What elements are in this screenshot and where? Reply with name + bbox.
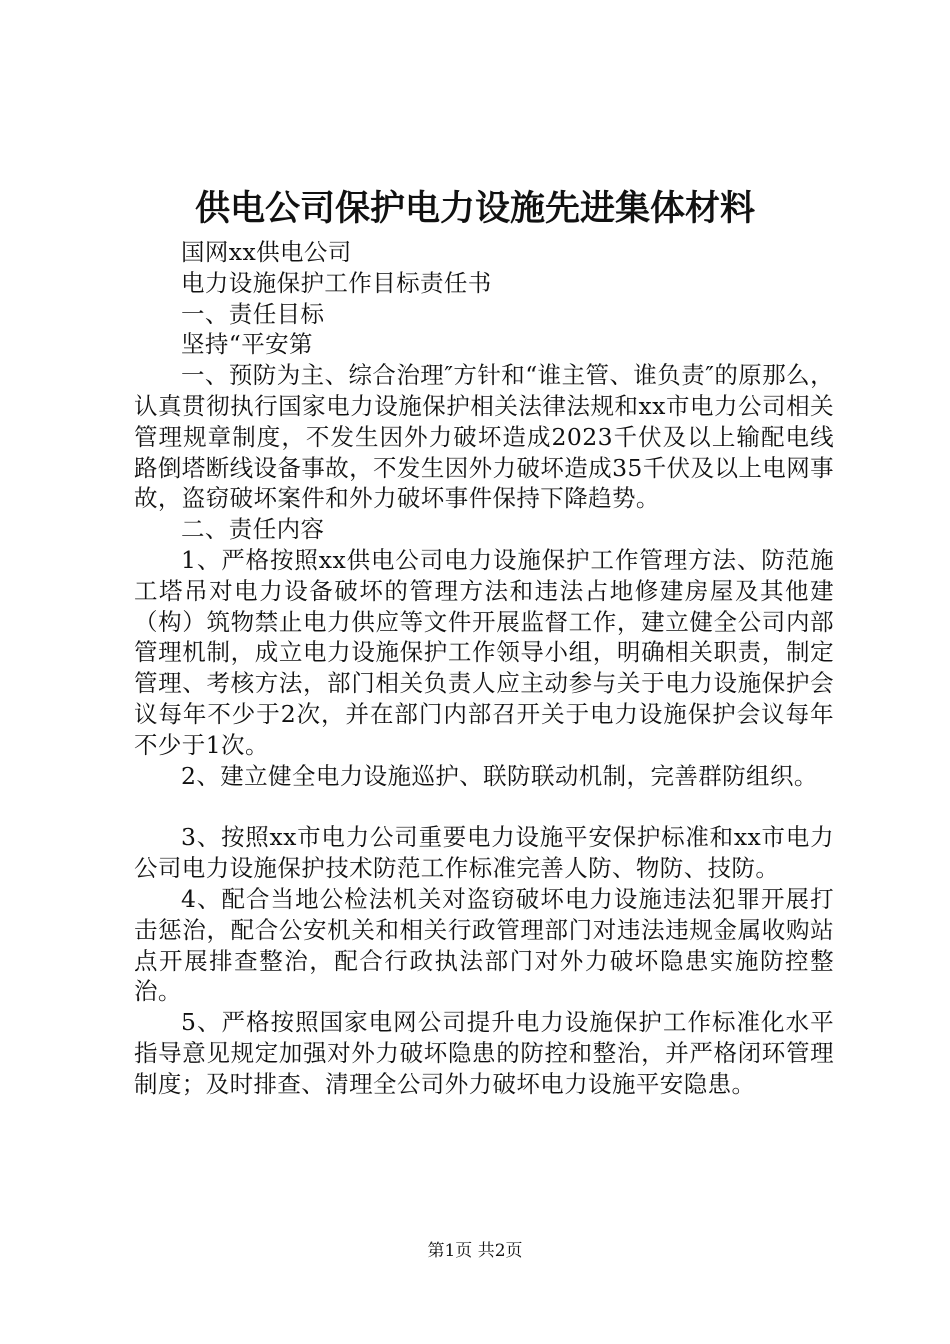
list-item-2: 2、建立健全电力设施巡护、联防联动机制，完善群防组织。 — [181, 761, 818, 790]
paragraph-principle-start: 坚持“平安第 — [181, 330, 313, 359]
paragraph-company: 国网xx供电公司 — [181, 238, 352, 266]
section-heading-goals: 一、责任目标 — [181, 299, 325, 328]
document-body — [134, 237, 834, 1100]
list-item-1: 1、严格按照xx供电公司电力设施保护工作管理方法、防范施工塔吊对电力设备破坏的管理方法和违法占地修建房屋及其他建（构）筑物禁止电力供应等文件开展监督工作，建立健全公司内部管理机制，成立电力设施保护工作领导小组，明确相关职责，制定管理、考核方法，部门相关负责人应主动参与关于电力设施保护会议每年不少于2次，并在部门内部召开关于电力设施保护会议每年不少于1次。 — [134, 545, 834, 759]
list-item-4: 4、配合当地公检法机关对盗窃破坏电力设施违法犯罪开展打击惩治，配合公安机关和相关行政管理部门对违法违规金属收购站点开展排查整治，配合行政执法部门对外力破坏隐患实施防控整治。 — [134, 884, 834, 1006]
list-item-5: 5、严格按照国家电网公司提升电力设施保护工作标准化水平指导意见规定加强对外力破坏隐患的防控和整治，并严格闭环管理制度；及时排查、清理全公司外力破坏电力设施平安隐患。 — [134, 1008, 834, 1098]
paragraph-principle: 一、预防为主、综合治理″方针和“谁主管、谁负责″的原那么，认真贯彻执行国家电力设施保护相关法律法规和xx市电力公司相关管理规章制度，不发生因外力破坏造成2023千伏及以上输配电线路倒塔断线设备事故，不发生因外力破坏造成35千伏及以上电网事故，盗窃破坏案件和外力破坏事件保持下降趋势。 — [134, 361, 834, 513]
section-heading-content: 二、责任内容 — [181, 515, 325, 544]
page-footer: 第1页 共2页 — [427, 1241, 523, 1261]
list-item-3: 3、按照xx市电力公司重要电力设施平安保护标准和xx市电力公司电力设施保护技术防范工作标准完善人防、物防、技防。 — [134, 823, 834, 883]
paragraph-subtitle: 电力设施保护工作目标责任书 — [181, 268, 492, 297]
document-title: 供电公司保护电力设施先进集体材料 — [194, 189, 755, 229]
